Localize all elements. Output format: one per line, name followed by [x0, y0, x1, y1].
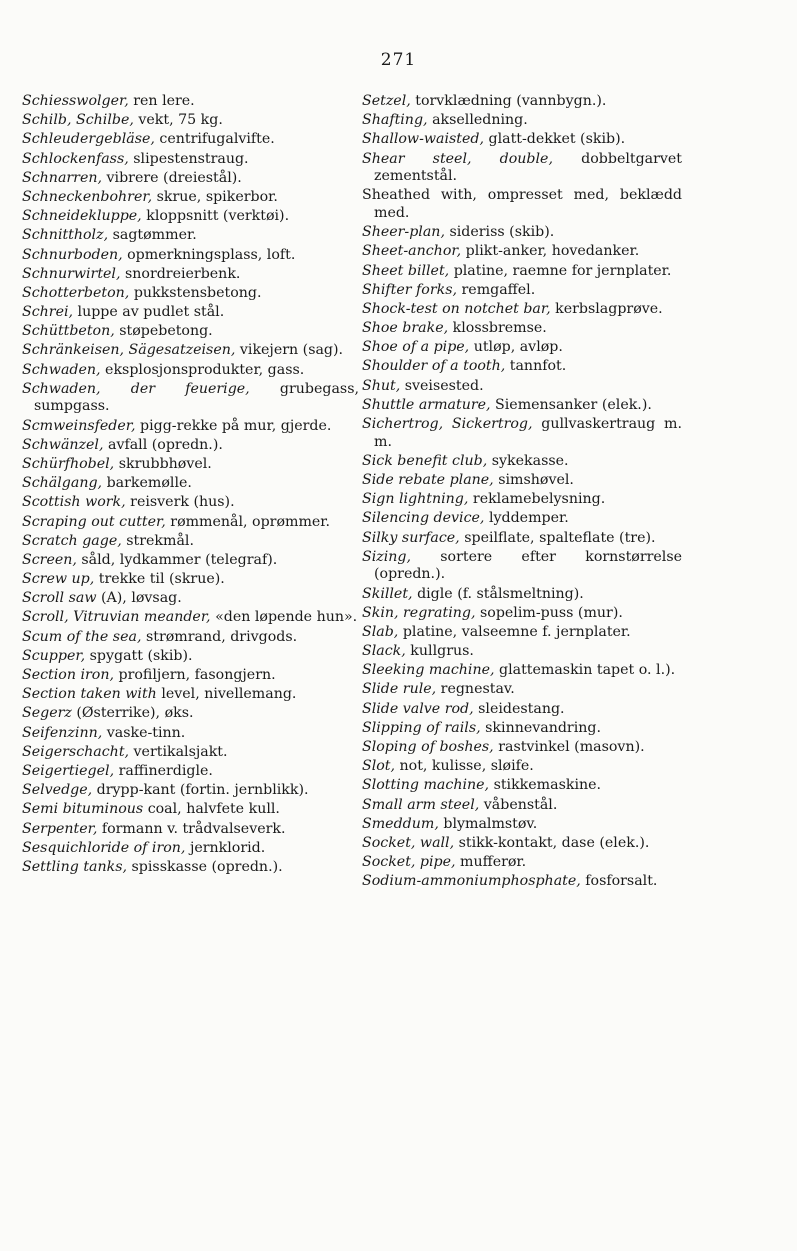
- entry-definition: utløp, avløp.: [473, 339, 563, 356]
- dictionary-entry: [22, 494, 359, 512]
- entry-definition: sopelim-puss (mur).: [480, 604, 623, 621]
- entry-term: Semi bituminous: [22, 801, 144, 818]
- entry-definition: remgaffel.: [461, 281, 536, 298]
- entry-term: Slipping of rails,: [362, 719, 481, 736]
- dictionary-entry: [22, 533, 359, 551]
- dictionary-entry: [362, 739, 682, 757]
- entry-definition: ren lere.: [133, 93, 195, 109]
- entry-definition: våbenstål.: [483, 796, 558, 813]
- entry-definition: sleidestang.: [478, 700, 565, 717]
- dictionary-entry: [362, 151, 682, 186]
- dictionary-entry: [362, 681, 682, 699]
- dictionary-entry: [362, 263, 682, 281]
- dictionary-entry: [362, 835, 682, 853]
- entry-term: Small arm steel,: [362, 796, 480, 813]
- dictionary-entry: [22, 456, 359, 474]
- entry-definition: eksplosjonsprodukter, gass.: [105, 361, 305, 378]
- entry-term: Slot,: [362, 758, 396, 775]
- entry-term: Schneidekluppe,: [22, 208, 142, 225]
- entry-term: Shut,: [362, 377, 401, 394]
- entry-term: Sichertrog, Sickertrog,: [362, 416, 533, 432]
- entry-term: Schnurwirtel,: [22, 265, 121, 282]
- entry-term: Skillet,: [362, 585, 413, 602]
- dictionary-entry: [362, 816, 682, 834]
- entry-term: Shafting,: [362, 112, 428, 129]
- dictionary-entry: [362, 491, 682, 509]
- entry-term: Section taken with: [22, 686, 157, 703]
- entry-term: Slide valve rod,: [362, 700, 474, 717]
- dictionary-entry: [22, 552, 359, 570]
- dictionary-entry: [22, 782, 359, 800]
- dictionary-entry: [362, 530, 682, 548]
- dictionary-entry: [362, 549, 682, 584]
- entry-definition: luppe av pudlet stål.: [77, 304, 225, 321]
- dictionary-entry: [362, 605, 682, 623]
- entry-definition: simshøvel.: [498, 471, 574, 488]
- dictionary-entry: [22, 227, 359, 245]
- dictionary-entry: [22, 725, 359, 743]
- entry-term: Schürfhobel,: [22, 455, 115, 472]
- entry-term: Scraping out cutter,: [22, 513, 166, 530]
- entry-term: Selvedge,: [22, 782, 93, 799]
- entry-definition: kerbslagprøve.: [555, 300, 663, 317]
- entry-definition: vaske-tinn.: [106, 724, 186, 741]
- dictionary-entry: [22, 247, 359, 265]
- entry-definition: skinnevandring.: [485, 719, 601, 736]
- entry-term: Schneckenbohrer,: [22, 188, 153, 205]
- entry-definition: coal, halvfete kull.: [147, 801, 280, 818]
- dictionary-entry: [362, 339, 682, 357]
- entry-term: Scratch gage,: [22, 532, 122, 549]
- dictionary-entry: [362, 643, 682, 661]
- entry-term: Socket, pipe,: [362, 854, 456, 871]
- entry-definition: glatt-dekket (skib).: [488, 131, 626, 148]
- entry-definition: rømmenål, oprømmer.: [170, 513, 331, 530]
- dictionary-entry: [362, 720, 682, 738]
- entry-definition: torvklædning (vannbygn.).: [415, 93, 607, 109]
- dictionary-entry: [362, 301, 682, 319]
- dictionary-entry: [22, 763, 359, 781]
- entry-definition: skrubbhøvel.: [118, 455, 212, 472]
- entry-definition: sideriss (skib).: [449, 224, 555, 241]
- dictionary-entry: [22, 437, 359, 455]
- entry-definition: spisskasse (opredn.).: [131, 858, 283, 875]
- entry-definition: raffinerdigle.: [118, 762, 213, 779]
- entry-definition: barkemølle.: [106, 475, 192, 492]
- dictionary-entry: [362, 472, 682, 490]
- entry-term: Shock-test on notchet bar,: [362, 300, 551, 317]
- entry-definition: klossbremse.: [452, 320, 547, 337]
- dictionary-entry: [362, 224, 682, 242]
- entry-definition: vibrere (dreiestål).: [106, 169, 242, 186]
- dictionary-entry: [22, 514, 359, 532]
- entry-definition: skrue, spikerbor.: [156, 188, 278, 205]
- entry-term: Skin, regrating,: [362, 604, 476, 621]
- entry-term: Sloping of boshes,: [362, 739, 494, 755]
- entry-definition: lyddemper.: [488, 510, 569, 527]
- dictionary-entry: [22, 744, 359, 762]
- entry-definition: akselledning.: [432, 112, 528, 129]
- entry-definition: centrifugalvifte.: [159, 131, 275, 148]
- dictionary-entry: [362, 510, 682, 528]
- entry-term: Schnurboden,: [22, 246, 123, 263]
- entry-term: Seigerschacht,: [22, 743, 130, 760]
- dictionary-entry: [362, 701, 682, 719]
- entry-definition: mufferør.: [460, 854, 527, 871]
- dictionary-entry: [22, 840, 359, 858]
- entry-term: Shear steel, double,: [362, 150, 553, 167]
- entry-term: Settling tanks,: [22, 858, 128, 875]
- entry-term: Slotting machine,: [362, 777, 490, 794]
- entry-definition: sagtømmer.: [112, 227, 197, 244]
- entry-definition: stikkemaskine.: [493, 777, 602, 794]
- entry-definition: fosforsalt.: [585, 873, 658, 890]
- dictionary-entry: [362, 586, 682, 604]
- entry-definition: såld, lydkammer (telegraf).: [81, 551, 278, 568]
- entry-term: Schiesswolger,: [22, 93, 129, 109]
- entry-definition: vekt, 75 kg.: [138, 112, 223, 129]
- dictionary-entry: [22, 342, 359, 360]
- dictionary-entry: [362, 854, 682, 872]
- entry-term: Smeddum,: [362, 815, 439, 832]
- entry-term: Shuttle armature,: [362, 396, 491, 413]
- entry-term: Screw up,: [22, 571, 95, 588]
- entry-term: Shoe brake,: [362, 320, 449, 337]
- entry-definition: profiljern, fasongjern.: [118, 667, 276, 684]
- entry-definition: tannfot.: [509, 358, 567, 375]
- entry-term: Screen,: [22, 551, 77, 568]
- entry-definition: gullvaskertraug m. m.: [374, 416, 682, 450]
- dictionary-entry: [362, 131, 682, 149]
- dictionary-entry: [22, 571, 359, 589]
- entry-definition: sortere efter kornstørrelse (opredn.).: [374, 548, 682, 583]
- entry-definition: reklamebelysning.: [472, 491, 606, 508]
- dictionary-entry: [362, 282, 682, 300]
- dictionary-entry: [22, 362, 359, 380]
- entry-term: Schrei,: [22, 304, 74, 321]
- dictionary-entry: [22, 859, 359, 877]
- dictionary-entry: [22, 304, 359, 322]
- dictionary-entry: [22, 705, 359, 723]
- dictionary-entry: [362, 397, 682, 415]
- right-column: [362, 93, 682, 893]
- entry-definition: (Østerrike), øks.: [76, 705, 194, 722]
- entry-term: Side rebate plane,: [362, 471, 494, 488]
- dictionary-entry: [22, 801, 359, 819]
- entry-definition: formann v. trådvalseverk.: [101, 820, 286, 837]
- dictionary-entry: [22, 208, 359, 226]
- entry-definition: avfall (opredn.).: [107, 436, 223, 453]
- entry-term: Sign lightning,: [362, 491, 469, 508]
- dictionary-entry: [22, 821, 359, 839]
- left-column: [22, 93, 359, 878]
- entry-term: Scupper,: [22, 647, 86, 664]
- dictionary-entry: [22, 475, 359, 493]
- dictionary-entry: [362, 187, 682, 222]
- entry-term: Section iron,: [22, 667, 114, 684]
- dictionary-entry: [22, 648, 359, 666]
- entry-definition: jernklorid.: [189, 839, 266, 856]
- entry-definition: speilflate, spalteflate (tre).: [464, 529, 656, 546]
- entry-term: Schwaden, der feuerige,: [22, 380, 250, 397]
- dictionary-entry: [362, 797, 682, 815]
- dictionary-entry: [362, 93, 682, 111]
- entry-definition: kullgrus.: [410, 643, 474, 660]
- dictionary-entry: [22, 93, 359, 111]
- entry-term: Sheet billet,: [362, 262, 450, 279]
- entry-definition: støpebetong.: [119, 323, 213, 340]
- entry-definition: digle (f. stålsmeltning).: [417, 585, 584, 602]
- dictionary-entry: [22, 686, 359, 704]
- entry-definition: reisverk (hus).: [130, 494, 235, 511]
- dictionary-entry: [362, 378, 682, 396]
- entry-term: Shoulder of a tooth,: [362, 358, 506, 375]
- entry-term: Shoe of a pipe,: [362, 339, 470, 356]
- entry-term: Sesquichloride of iron,: [22, 839, 186, 856]
- entry-definition: trekke til (skrue).: [98, 571, 225, 588]
- entry-definition: drypp-kant (fortin. jernblikk).: [96, 782, 309, 799]
- dictionary-entry: [22, 418, 359, 436]
- entry-term: Seifenzinn,: [22, 724, 103, 741]
- entry-definition: kloppsnitt (verktøi).: [146, 208, 290, 225]
- entry-term: Scum of the sea,: [22, 628, 142, 645]
- dictionary-entry: [362, 777, 682, 795]
- entry-term: Sizing,: [362, 548, 411, 565]
- entry-term: Schnarren,: [22, 169, 103, 186]
- entry-term: Socket, wall,: [362, 834, 455, 851]
- dictionary-entry: [362, 243, 682, 261]
- entry-definition: stikk-kontakt, dase (elek.).: [458, 834, 650, 851]
- entry-term: Serpenter,: [22, 820, 98, 837]
- entry-term: Shifter forks,: [362, 281, 457, 298]
- entry-definition: regnestav.: [440, 681, 515, 698]
- dictionary-entry: [22, 112, 359, 130]
- dictionary-entry: [22, 189, 359, 207]
- entry-term: Shallow-waisted,: [362, 131, 484, 148]
- entry-term: Sheet-anchor,: [362, 243, 462, 260]
- entry-term: Scroll saw: [22, 590, 97, 607]
- entry-term: Schotterbeton,: [22, 284, 130, 301]
- dictionary-entry: [22, 151, 359, 169]
- entry-term: Schälgang,: [22, 475, 103, 492]
- entry-definition: (A), løvsag.: [100, 590, 182, 607]
- entry-term: Schränkeisen, Sägesatzeisen,: [22, 342, 236, 359]
- entry-definition: platine, raemne for jernplater.: [453, 262, 672, 279]
- entry-term: Slab,: [362, 623, 399, 640]
- entry-definition: rastvinkel (masovn).: [498, 739, 645, 755]
- entry-term: Seigertiegel,: [22, 762, 115, 779]
- dictionary-entry: [362, 662, 682, 680]
- entry-term: Setzel,: [362, 93, 411, 109]
- dictionary-entry: [22, 170, 359, 188]
- dictionary-entry: [362, 758, 682, 776]
- dictionary-entry: [22, 609, 359, 627]
- entry-term: Schüttbeton,: [22, 323, 115, 340]
- entry-term: Scottish work,: [22, 494, 126, 511]
- entry-definition: strekmål.: [126, 532, 194, 549]
- dictionary-entry: [362, 624, 682, 642]
- dictionary-entry: [22, 381, 359, 416]
- dictionary-entry: [22, 323, 359, 341]
- entry-definition: snordreierbenk.: [124, 265, 241, 282]
- entry-definition: spygatt (skib).: [89, 647, 193, 664]
- dictionary-entry: [362, 112, 682, 130]
- page-number: 271: [380, 50, 417, 70]
- dictionary-entry: [22, 629, 359, 647]
- dictionary-entry: [22, 590, 359, 608]
- entry-term: Scmweinsfeder,: [22, 417, 136, 434]
- dictionary-entry: [22, 266, 359, 284]
- entry-term: Schilb, Schilbe,: [22, 112, 134, 129]
- entry-definition: dobbeltgarvet zementstål.: [374, 150, 683, 185]
- entry-definition: vikejern (sag).: [239, 342, 344, 359]
- entry-definition: plikt-anker, hovedanker.: [465, 243, 640, 260]
- entry-definition: slipestenstraug.: [133, 150, 249, 167]
- entry-term: Sick benefit club,: [362, 452, 488, 469]
- entry-definition: pigg-rekke på mur, gjerde.: [140, 417, 332, 434]
- entry-term: Slack,: [362, 643, 406, 660]
- entry-term: Schleudergebläse,: [22, 131, 155, 148]
- entry-definition: level, nivellemang.: [161, 686, 297, 703]
- entry-term: Slide rule,: [362, 681, 437, 698]
- entry-definition: pukkstensbetong.: [133, 284, 262, 301]
- entry-term: Schwänzel,: [22, 436, 104, 453]
- entry-definition: strømrand, drivgods.: [145, 628, 298, 645]
- entry-definition: platine, valseemne f. jernplater.: [402, 623, 631, 640]
- entry-term: Schnittholz,: [22, 227, 109, 244]
- entry-term: Segerz: [22, 705, 72, 722]
- dictionary-entry: [362, 873, 682, 891]
- entry-definition: Siemensanker (elek.).: [495, 396, 652, 413]
- entry-definition: «den løpende hun».: [215, 609, 358, 626]
- dictionary-entry: [362, 453, 682, 471]
- entry-definition: grubegass, sumpgass.: [34, 380, 359, 415]
- dictionary-entry: [22, 285, 359, 303]
- dictionary-entry: [22, 667, 359, 685]
- entry-definition: glattemaskin tapet o. l.).: [499, 662, 676, 679]
- dictionary-entry: [22, 131, 359, 149]
- entry-term: Silky surface,: [362, 529, 460, 546]
- entry-definition: opmerkningsplass, loft.: [127, 246, 296, 263]
- entry-definition: Sheathed with, ompresset med, beklædd med.: [362, 187, 682, 221]
- entry-term: Schlockenfass,: [22, 150, 129, 167]
- entry-term: Schwaden,: [22, 361, 101, 378]
- entry-definition: not, kulisse, sløife.: [399, 758, 534, 775]
- entry-term: Sleeking machine,: [362, 662, 495, 679]
- entry-term: Sodium-ammoniumphosphate,: [362, 873, 581, 890]
- dictionary-entry: [362, 358, 682, 376]
- entry-definition: vertikalsjakt.: [133, 743, 228, 760]
- entry-term: Silencing device,: [362, 510, 485, 527]
- dictionary-entry: [362, 320, 682, 338]
- entry-definition: sveisested.: [404, 377, 484, 394]
- entry-definition: blymalmstøv.: [443, 815, 538, 832]
- entry-definition: sykekasse.: [491, 452, 569, 469]
- entry-term: Scroll, Vitruvian meander,: [22, 609, 211, 626]
- dictionary-entry: [362, 416, 682, 451]
- entry-term: Sheer-plan,: [362, 224, 445, 241]
